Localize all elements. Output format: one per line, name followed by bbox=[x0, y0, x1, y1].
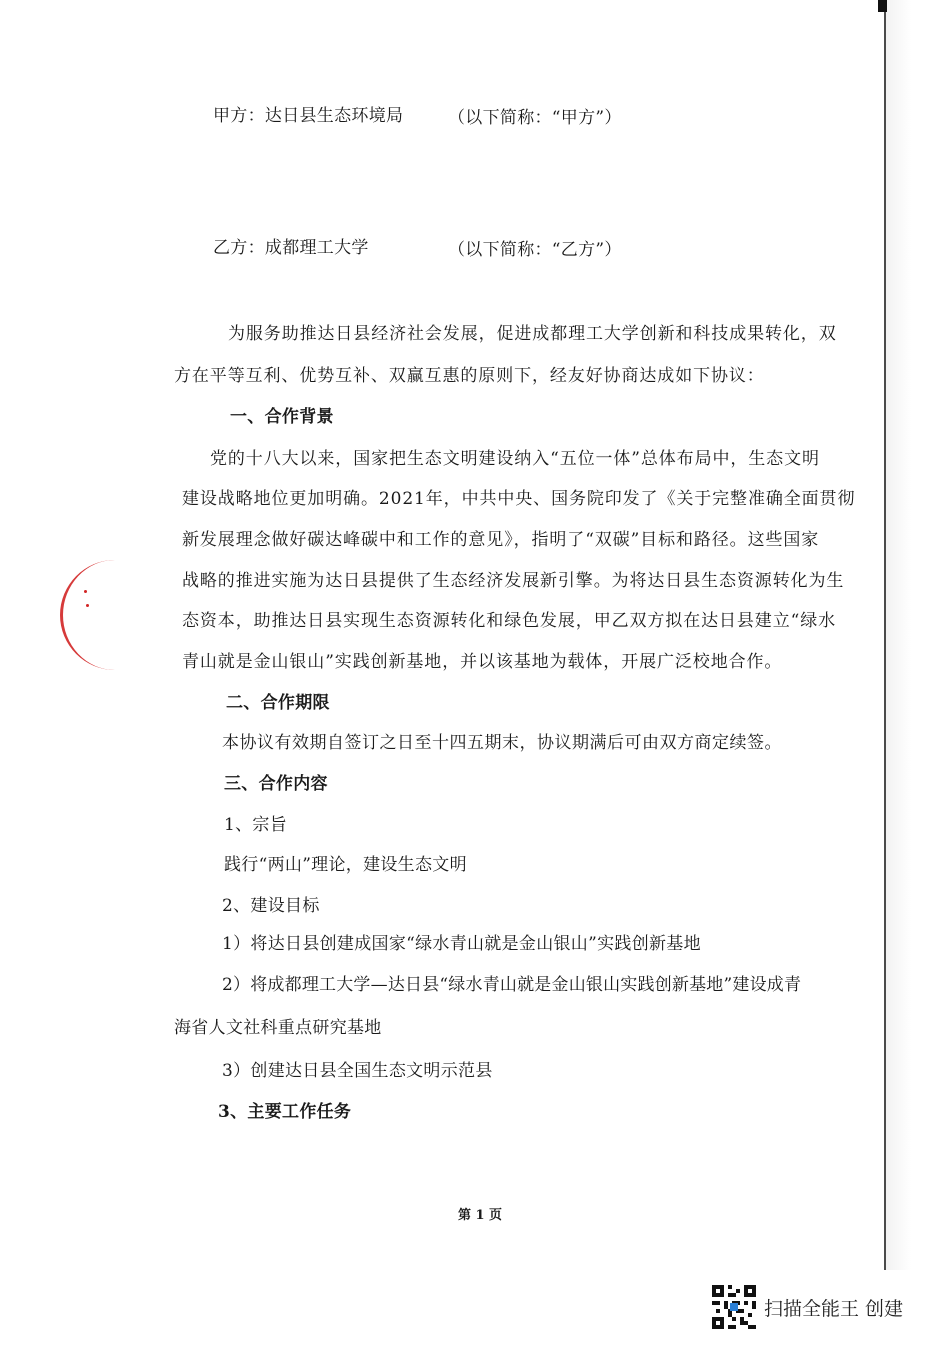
section-1-line: 青山就是金山银山”实践创新基地，并以该基地为载体，开展广泛校地合作。 bbox=[182, 652, 783, 672]
item-3-heading: 3、主要工作任务 bbox=[218, 1102, 352, 1122]
goal-3: 3）创建达日县全国生态文明示范县 bbox=[222, 1061, 493, 1081]
scan-page-edge bbox=[884, 0, 886, 1270]
intro-line-2: 方在平等互利、优势互补、双赢互惠的原则下，经友好协商达成如下协议： bbox=[174, 366, 765, 386]
party-b-label: 乙方：成都理工大学 bbox=[213, 238, 369, 258]
section-1-line: 态资本，助推达日县实现生态资源转化和绿色发展，甲乙双方拟在达日县建立“绿水 bbox=[182, 611, 836, 631]
section-2-heading: 二、合作期限 bbox=[226, 693, 330, 713]
item-1-heading: 1、宗旨 bbox=[224, 815, 288, 835]
item-2-heading: 2、建设目标 bbox=[222, 896, 320, 916]
intro-line-1: 为服务助推达日县经济社会发展，促进成都理工大学创新和科技成果转化，双 bbox=[228, 324, 837, 344]
qr-code-icon bbox=[712, 1285, 756, 1329]
party-a-label: 甲方：达日县生态环境局 bbox=[213, 106, 404, 126]
goal-2-line-2: 海省人文社科重点研究基地 bbox=[174, 1018, 382, 1038]
section-1-line: 党的十八大以来，国家把生态文明建设纳入“五位一体”总体布局中，生态文明 bbox=[210, 449, 820, 469]
scan-corner-mark bbox=[878, 0, 887, 12]
red-seal-fragment bbox=[60, 560, 183, 670]
section-1-line: 新发展理念做好碳达峰碳中和工作的意见》，指明了“双碳”目标和路径。这些国家 bbox=[182, 530, 820, 550]
section-1-line: 战略的推进实施为达日县提供了生态经济发展新引擎。为将达日县生态资源转化为生 bbox=[182, 571, 845, 591]
scanner-watermark-text: 扫描全能王 创建 bbox=[764, 1298, 904, 1320]
seal-speck bbox=[86, 604, 89, 607]
section-3-heading: 三、合作内容 bbox=[224, 774, 328, 794]
section-1-heading: 一、合作背景 bbox=[230, 407, 334, 427]
goal-2-line-1: 2）将成都理工大学—达日县“绿水青山就是金山银山实践创新基地”建设成青 bbox=[222, 975, 802, 995]
goal-1: 1）将达日县创建成国家“绿水青山就是金山银山”实践创新基地 bbox=[222, 934, 701, 954]
section-1-line: 建设战略地位更加明确。2021年，中共中央、国务院印发了《关于完整准确全面贯彻 bbox=[182, 489, 856, 509]
section-2-text: 本协议有效期自签订之日至十四五期末，协议期满后可由双方商定续签。 bbox=[222, 733, 782, 753]
item-1-text: 践行“两山”理论，建设生态文明 bbox=[224, 855, 467, 875]
party-b-note: （以下简称：“乙方”） bbox=[448, 240, 622, 260]
seal-speck bbox=[84, 590, 87, 593]
party-a-note: （以下简称：“甲方”） bbox=[448, 108, 622, 128]
scan-edge-shadow bbox=[886, 0, 950, 1270]
page-number: 第 1 页 bbox=[457, 1208, 503, 1223]
